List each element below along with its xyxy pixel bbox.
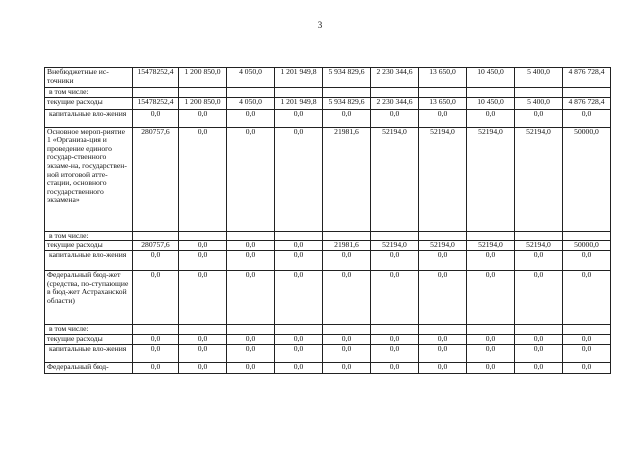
value-cell: 0,0 (419, 334, 467, 344)
value-cell: 0,0 (275, 334, 323, 344)
value-cell (563, 231, 611, 241)
value-cell: 21981,6 (323, 127, 371, 231)
value-cell: 0,0 (563, 109, 611, 127)
value-cell (419, 88, 467, 98)
value-cell: 1 200 850,0 (179, 97, 227, 109)
value-cell (323, 231, 371, 241)
row-label: Внебюджетные ис-точники (45, 68, 133, 88)
value-cell: 52194,0 (515, 241, 563, 251)
value-cell (275, 325, 323, 335)
value-cell: 21981,6 (323, 241, 371, 251)
value-cell (179, 88, 227, 98)
value-cell: 0,0 (323, 109, 371, 127)
value-cell: 0,0 (275, 109, 323, 127)
value-cell: 4 050,0 (227, 97, 275, 109)
row-label: Основное мероп-риятие 1 «Организа-ция и проведение единого государ-ственного экзаме-на, государствен-ной итоговой атте-стации, основного государственного экзамена» (45, 127, 133, 231)
value-cell: 0,0 (179, 251, 227, 271)
value-cell (275, 88, 323, 98)
table-row (45, 325, 611, 335)
value-cell: 5 400,0 (515, 68, 563, 88)
value-cell: 0,0 (227, 271, 275, 325)
value-cell: 52194,0 (419, 241, 467, 251)
table-row (45, 109, 611, 127)
value-cell: 1 200 850,0 (179, 68, 227, 88)
value-cell: 0,0 (419, 109, 467, 127)
row-label: Федеральный бюд- (45, 362, 133, 373)
value-cell (371, 88, 419, 98)
value-cell: 52194,0 (419, 127, 467, 231)
value-cell: 0,0 (419, 251, 467, 271)
value-cell: 4 050,0 (227, 68, 275, 88)
table-row (45, 271, 611, 325)
value-cell: 0,0 (419, 344, 467, 362)
value-cell (563, 325, 611, 335)
value-cell: 1 201 949,8 (275, 97, 323, 109)
value-cell: 0,0 (227, 362, 275, 373)
value-cell: 0,0 (133, 362, 179, 373)
value-cell: 0,0 (371, 251, 419, 271)
table-row (45, 241, 611, 251)
value-cell: 1 201 949,8 (275, 68, 323, 88)
value-cell: 0,0 (227, 334, 275, 344)
value-cell: 13 650,0 (419, 68, 467, 88)
value-cell: 0,0 (563, 271, 611, 325)
row-label: в том числе: (45, 88, 133, 98)
value-cell: 0,0 (133, 271, 179, 325)
value-cell: 0,0 (515, 109, 563, 127)
value-cell: 0,0 (227, 344, 275, 362)
value-cell: 0,0 (323, 344, 371, 362)
value-cell: 0,0 (179, 127, 227, 231)
budget-table (44, 67, 611, 374)
value-cell: 0,0 (467, 334, 515, 344)
value-cell (179, 231, 227, 241)
value-cell: 52194,0 (515, 127, 563, 231)
value-cell: 0,0 (467, 344, 515, 362)
value-cell: 0,0 (467, 362, 515, 373)
page-number: 3 (317, 20, 323, 30)
value-cell: 5 400,0 (515, 97, 563, 109)
value-cell: 0,0 (227, 241, 275, 251)
row-label: текущие расходы (45, 334, 133, 344)
value-cell: 5 934 829,6 (323, 97, 371, 109)
value-cell: 0,0 (371, 271, 419, 325)
value-cell: 280757,6 (133, 127, 179, 231)
table-row (45, 68, 611, 88)
value-cell (515, 88, 563, 98)
value-cell: 0,0 (275, 241, 323, 251)
value-cell: 0,0 (515, 271, 563, 325)
value-cell: 0,0 (275, 127, 323, 231)
value-cell: 0,0 (467, 251, 515, 271)
row-label: текущие расходы (45, 241, 133, 251)
row-label: капитальные вло-жения (45, 344, 133, 362)
value-cell: 4 876 728,4 (563, 68, 611, 88)
value-cell: 15478252,4 (133, 68, 179, 88)
value-cell: 52194,0 (371, 241, 419, 251)
table-row (45, 362, 611, 373)
value-cell: 0,0 (179, 109, 227, 127)
value-cell: 0,0 (467, 271, 515, 325)
row-label: текущие расходы (45, 97, 133, 109)
table-row (45, 344, 611, 362)
value-cell: 52194,0 (467, 241, 515, 251)
row-label: капитальные вло-жения (45, 109, 133, 127)
value-cell (227, 231, 275, 241)
value-cell: 0,0 (179, 344, 227, 362)
value-cell: 52194,0 (467, 127, 515, 231)
value-cell (419, 231, 467, 241)
value-cell: 0,0 (179, 362, 227, 373)
value-cell (467, 231, 515, 241)
value-cell: 10 450,0 (467, 97, 515, 109)
value-cell (275, 231, 323, 241)
value-cell (323, 88, 371, 98)
value-cell: 0,0 (179, 334, 227, 344)
value-cell (227, 325, 275, 335)
value-cell: 0,0 (323, 271, 371, 325)
value-cell: 50000,0 (563, 127, 611, 231)
row-label: в том числе: (45, 325, 133, 335)
value-cell: 52194,0 (371, 127, 419, 231)
value-cell (563, 88, 611, 98)
row-label: капитальные вло-жения (45, 251, 133, 271)
value-cell: 0,0 (515, 251, 563, 271)
value-cell: 0,0 (563, 344, 611, 362)
value-cell: 0,0 (227, 109, 275, 127)
value-cell: 0,0 (275, 271, 323, 325)
value-cell (323, 325, 371, 335)
value-cell: 0,0 (563, 334, 611, 344)
value-cell: 0,0 (323, 251, 371, 271)
row-label: Федеральный бюд-жет (средства, по-ступающие в бюд-жет Астраханской области) (45, 271, 133, 325)
value-cell: 0,0 (515, 334, 563, 344)
value-cell: 4 876 728,4 (563, 97, 611, 109)
value-cell (133, 231, 179, 241)
value-cell (179, 325, 227, 335)
value-cell: 10 450,0 (467, 68, 515, 88)
value-cell (371, 325, 419, 335)
value-cell: 2 230 344,6 (371, 68, 419, 88)
value-cell (133, 325, 179, 335)
value-cell: 0,0 (179, 271, 227, 325)
value-cell: 280757,6 (133, 241, 179, 251)
value-cell: 0,0 (323, 334, 371, 344)
value-cell: 0,0 (275, 362, 323, 373)
value-cell: 0,0 (227, 127, 275, 231)
value-cell: 0,0 (133, 109, 179, 127)
value-cell: 0,0 (275, 344, 323, 362)
value-cell (371, 231, 419, 241)
table-row (45, 88, 611, 98)
value-cell: 0,0 (563, 362, 611, 373)
value-cell: 0,0 (371, 362, 419, 373)
value-cell: 5 934 829,6 (323, 68, 371, 88)
value-cell (515, 231, 563, 241)
value-cell: 2 230 344,6 (371, 97, 419, 109)
value-cell: 0,0 (419, 362, 467, 373)
table-row (45, 334, 611, 344)
value-cell: 0,0 (515, 362, 563, 373)
value-cell: 0,0 (371, 344, 419, 362)
value-cell: 0,0 (227, 251, 275, 271)
value-cell: 0,0 (371, 334, 419, 344)
value-cell (467, 88, 515, 98)
value-cell (515, 325, 563, 335)
table-row (45, 251, 611, 271)
table-row (45, 127, 611, 231)
value-cell: 50000,0 (563, 241, 611, 251)
value-cell: 0,0 (323, 362, 371, 373)
value-cell: 0,0 (275, 251, 323, 271)
value-cell: 0,0 (563, 251, 611, 271)
table-row (45, 231, 611, 241)
value-cell: 13 650,0 (419, 97, 467, 109)
value-cell (133, 88, 179, 98)
value-cell (419, 325, 467, 335)
value-cell: 15478252,4 (133, 97, 179, 109)
value-cell (467, 325, 515, 335)
value-cell: 0,0 (419, 271, 467, 325)
value-cell (227, 88, 275, 98)
value-cell: 0,0 (133, 251, 179, 271)
value-cell: 0,0 (133, 334, 179, 344)
value-cell: 0,0 (515, 344, 563, 362)
row-label: в том числе: (45, 231, 133, 241)
value-cell: 0,0 (179, 241, 227, 251)
table-row (45, 97, 611, 109)
value-cell: 0,0 (371, 109, 419, 127)
value-cell: 0,0 (467, 109, 515, 127)
value-cell: 0,0 (133, 344, 179, 362)
